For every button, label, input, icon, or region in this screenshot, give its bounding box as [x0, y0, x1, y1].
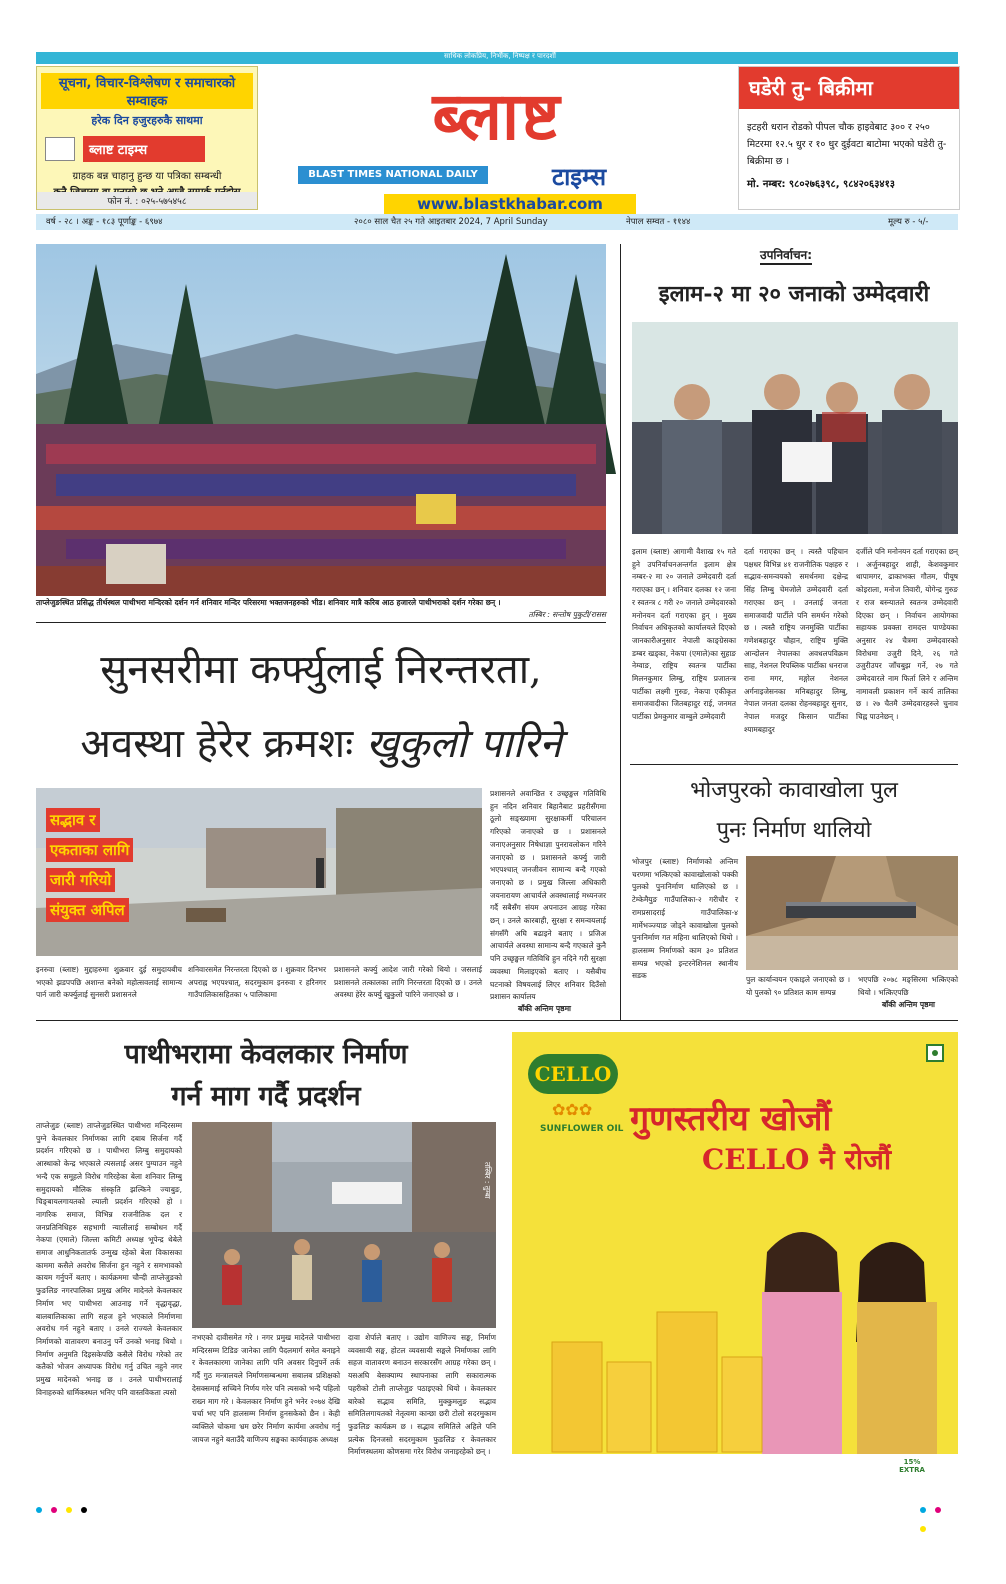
section-divider [36, 1020, 958, 1021]
ilam-col-2: दर्ता गराएका छन् । त्यस्तै पहिचान पक्षधर विभिन्न ४१ राजनीतिक पक्षहरु र सद्भाव-समन्वयको समर्थनमा दक्षेन्द्र सिंह लिम्बु चेमजोले उम्मेदवारी दर्ता गराएका छन् । उनलाई जनता समाजवादी पार्टीले पनि समर्थन गरेको छ । त्यस्तै राष्ट्रिय जनमुक्ति पार्टीका गणेशबहादुर चौहान, राष्ट्रिय मुक्ति आन्दोलन नेपालका अवधलपविक्रम साह, नेशनल रिपब्लिक पार्टीका धनराज राना मगर, मङ्गोल नेशनल अर्गनाइजेसनका मनिबहादुर लिम्बु, नेपाल जनता दलका रोहनबहादुर सुनार, नेपाल मजदुर किसान पार्टीका श्यामबहादुर [744, 547, 848, 734]
pathibhara-col-1: ताप्लेजुङ (ब्लाष्ट) ताप्लेजुङस्थित पाथीभरा मन्दिरसम्म पुग्ने केवलकार निर्माणका लागि दबाब सिर्जना गर्दै प्रदर्शन गरिएको छ । पाथीभरा लिम्बु समुदायको आस्थाको केन्द्र भएकाले त्यसलाई असर पुग्याउन नहुने भन्दै एक समूहले विरोध गरिरहेका बेला शनिवार लिम्बु समुदायको मौलिक संस्कृति झल्किने ज्याबुङ, चिङ्बायलगायतको ल्याली प्रदर्शन गरिएको हो । नागरिक समाज, विभिन्न राजनीतिक दल र जनप्रतिनिधिहरु सहभागी न्यालीलाई सम्बोधन गर्दै नेकपा (एमाले) जिल्ला कमिटी अध्यक्ष भूपेन्द्र थेबेले समाज आधुनिकतातर्फ उन्मुख रहेको बेला विकासका काममा कसैले अवरोध सिर्जना हुन नहुने र समभावको कायम गर्नुपर्ने बताए । कार्यक्रममा चौन्दी ताप्लेजुङको फुङलिङ नगरपालिका प्रमुख अमिर मादेनले केवलकार निर्माण भए पाथीभरा आउनाइ गर्ने वृद्धावृद्धा, बालबालिकाका लागि सहज हुने भएकाले निर्माणमा अवरोध गर्न नहुने बताए । उनले राज्यले केवलकार निर्माणको वातावरण बनाउनु पर्ने उनको भनाइ थियो । निर्माण अनुमति दिइसकेपछि कसैले विरोध गरेको तर कतैको भोजन अध्यापक विरोध गर्नु उचित नहुने नगर प्रमुख मादेनको भनाइ छ । उनले पाथीभरालाई विनाहरुको धार्मिकस्थल भनिए पनि वास्तविकता त्यसो [36, 1121, 182, 1397]
print-dot [935, 1507, 941, 1513]
divider [630, 764, 958, 765]
ilam-col-3: दर्जीले पनि मनोनयन दर्ता गराएका छन् । अर्जुनबहादुर शाही, केशवकुमार थापामगर, ढाकाभक्त गौतम, पीयूष कोइराला, मनोज तिवारी, योगेन्द्र गुरुङ र राज बस्न्यातले स्वतन्त्र उम्मेदवारी दिएका छन् । निर्वाचन आयोगका सहायक प्रवक्ता रामदत्त पाण्डेयका अनुसार २४ चैत्रमा उम्मेदवारको विरोधमा उजुरी दिने, २६ गते उजुरीउपर जाँचबुझ गर्ने, २७ गते उम्मेदवारले नाम फिर्ता लिने र अन्तिम नामावली प्रकाशन गर्ने कार्य तालिका छ । २७ चैतमै उम्मेदवारहरुले चुनाव चिह्न पाउनेछन् । [856, 547, 958, 722]
bhojpur-photo [746, 856, 958, 970]
print-dot [51, 1507, 57, 1513]
classified-mobile: मो. नम्बर: ९८०२७६३९८, ९८४२०६३४१३ [747, 179, 896, 190]
masthead-logo: ब्लाष्ट [432, 77, 562, 155]
curfew-photo [36, 788, 482, 956]
pathibhara-photo [192, 1122, 496, 1328]
cello-product: SUNFLOWER OIL [540, 1124, 624, 1134]
pathibhara-photo-credit: तस्बिर : तुम्बा [483, 1162, 492, 1199]
main-story-col-2: शनिवारसमेत निरन्तरता दिएको छ । शुक्रवार दिनभर अपराह्न भएपश्चात्, सदरमुकाम इनरुवा र हरिनगर गाउँपालिकासहितका ५ पालिकामा [188, 965, 326, 1000]
ilam-kicker: उपनिर्वाचन: [760, 246, 812, 265]
cello-slogan-2 [702, 1140, 891, 1178]
lead-photo-caption: ताप्लेजुङस्थित प्रसिद्ध तीर्थस्थल पाथीभरा मन्दिरको दर्शन गर्न शनिवार मन्दिर परिसरमा भक्तजनहरुको भीड। शनिवार मात्रै करिब आठ हजारले पाथीभराको दर्शन गरेका छन् । [36, 598, 501, 607]
veg-mark-icon [926, 1044, 944, 1062]
column-divider [620, 244, 621, 1020]
bhojpur-col-3: भएपछि २०७८ मङ्सिरमा भत्किएको थियो । भत्किएपछि [858, 975, 958, 997]
subscription-text-1: ग्राहक बन्न चाहानु हुन्छ या पत्रिका सम्बन्धी [72, 171, 222, 182]
subscription-logo: ब्लाष्ट टाइम्स [83, 136, 205, 162]
masthead-tagline: साधिक लोकप्रिय, निर्भीक, निष्पक्ष र पारदर्शी [444, 52, 556, 60]
masthead-times: टाइम्स [552, 163, 607, 191]
cello-slogan-tail: नै रोजौं [809, 1143, 892, 1176]
print-registration-bar [36, 1498, 958, 1504]
bhojpur-headline-2: पुनः निर्माण थालियो [716, 818, 872, 843]
cello-advertisement[interactable] [512, 1032, 958, 1482]
classified-body: इटहरी धरान रोडको पीपल चौक हाइवेबाट ३०० र २५० मिटरमा १२.५ धुर र १० धुर दुईवटा बाटोमा भएको घडेरी तु-बिक्रीमा छ । [747, 122, 947, 167]
overlay-line: जारी गरियो [46, 868, 115, 892]
issue-date: २०८० साल चैत २५ गते आइतबार 2024, 7 April Sunday [354, 217, 548, 227]
masthead [272, 62, 732, 192]
classified-ad [738, 66, 960, 210]
print-dot [920, 1507, 926, 1513]
classified-title: घडेरी तु- बिक्रीमा [739, 67, 959, 109]
print-dot [66, 1507, 72, 1513]
cello-logo: CELLO [528, 1054, 618, 1094]
ilam-col-1: इलाम (ब्लाष्ट) आगामी वैशाख १५ गते हुने उपनिर्वाचनअन्तर्गत इलाम क्षेत्र नम्बर-२ मा २० जनाले उम्मेदवारी दर्ता गराएका छन् । शनिवार दलका १२ जना र स्वतन्त्र ८ गरी २० जनाले उम्मेदवारको मनोनयन दर्ता गराएका हुन् । मुख्य निर्वाचन अधिकृतको कार्यालयले दिएको जानकारीअनुसार नेपाली काङ्ग्रेसका डम्बर खड्का, नेकपा (एमाले)का सुहाङ नेम्वाङ, राष्ट्रिय स्वतन्त्र पार्टीका मिलनकुमार लिम्बु, राष्ट्रिय प्रजातन्त्र पार्टीका लक्ष्मी गुरुङ, नेकपा एकीकृत समाजवादीका जितबहादुर राई, जनमत पार्टीका प्रेमकुमार वाम्बुले उम्मेदवारी [632, 547, 736, 722]
issue-volume: वर्ष - २८ । अङ्क - १८३ पूर्णाङ्क - ६९७४ [46, 217, 163, 227]
main-headline-line-1: सुनसरीमा कर्फ्युलाई निरन्तरता, [100, 647, 542, 693]
pathibhara-headline-1: पाथीभरामा केवलकार निर्माण [124, 1039, 408, 1070]
overlay-line: एकताका लागि [46, 838, 133, 862]
subscription-heading: सूचना, विचार-विश्लेषण र समाचारको सम्वाहक [41, 73, 253, 109]
divider [36, 622, 606, 623]
bhojpur-col-1: भोजपुर (ब्लाष्ट) निर्माणको अन्तिम चरणमा भत्किएको कावाखोलाको पक्की पुलको पुनःनिर्माण थालिएको छ । टेम्केमैयुङ गाउँपालिका-२ गरीचौर र रामप्रसादराई गाउँपालिका-४ मार्मेभञ्ज्याङ जोड्ने कावाखोला पुलको पुनःनिर्माण गत महिना थालिएको थियो । हालसम्म निर्माणको काम ३० प्रतिशत सम्पन्न भएको इन्टरनेशिनल स्थानीय सडक [632, 857, 738, 981]
cello-models-illustration [512, 1192, 958, 1482]
main-headline-part-a: अवस्था हेरेर क्रमशः [80, 721, 366, 767]
pathibhara-col-2: नभएको दावीसमेत गरे । नगर प्रमुख मादेनले पाथीभरा मन्दिरसम्म टिडिङ जानेका लागि पैदलमार्ग समेत बनाइने र केवलकारमा जानेका लागि पनि अवसर दिनुपर्ने तर्क गर्दै गुठ मन्त्रालयले निर्माणसम्बन्धमा सबालब प्रशिक्षको देसक्समाई सच्चिने निर्णय गरेर पनि त्यसको भन्दै पहिलो राख्न माग गरे । केवलकार निर्माण हुने भनेर २०७४ देखि चर्चा भए पनि हालसम्म निर्माण हुनसकेको छैन । केही व्यक्तिले चोकमा भ्रम छरेर निर्माण कार्यमा अवरोध गर्नु जायज नहुने बताउँदै वाणिज्य सङ्घका कार्यवाहक अध्यक्ष [192, 1333, 340, 1444]
cello-extra-badge: 15% EXTRA [899, 1458, 925, 1474]
main-headline-part-b: खुकुलो पारिने [365, 721, 562, 767]
subscription-box [36, 66, 258, 210]
main-story-continued: बाँकी अन्तिम पृष्ठमा [518, 1004, 571, 1013]
main-story-col-right: प्रशासनले अवान्छित र उच्छृङ्खल गतिविधि हुन नदिन शनिवार बिहानैबाट प्रहरीसँगमा ठूलो सङ्ख्यामा सुरक्षाकर्मी परिचालन गरिएको जनाएको छ । प्रशासनले जनाएअनुसार निषेधाज्ञा पुनरावलोकन गरिने जनाएको छ । प्रशासनले कर्फ्यु जारी भएपश्चात् जनजीवन सामान्य बन्दै गएको जनाएको छ । प्रमुख जिल्ला अधिकारी जयनारायण आचार्यले अवस्थालाई मध्यनजर गर्दै सबैसँग संयम अपनाउन आग्रह गरेका छन् । उनले कारबाही, सुरक्षा र समन्वयलाई संगसँगै अघि बढाइने बताए । प्रजिअ आचार्यले अवस्था सामान्य बन्दै गएकाले कुनै पनि उच्छृङ्खल गतिविधि हुन नदिने गरी सुरक्षा व्यवस्था मिलाइएको बताए । यसैबीच घटनाको विषयलाई लिएर शनिवार दिउँसो प्रशासन कार्यालय [490, 789, 606, 1002]
website-url[interactable]: www.blastkhabar.com [384, 194, 636, 214]
main-headline-line-2 [36, 714, 606, 769]
bhojpur-col-2: पुल कार्यान्वयन एकाइले जनाएको छ । यो पुलको ९० प्रतिशत काम सम्पन्न [746, 975, 850, 997]
curfew-photo-overlay [46, 808, 133, 922]
ilam-photo [632, 322, 958, 534]
subscription-subheading: हरेक दिन हजुरहरुकै साथमा [91, 114, 203, 127]
subscription-phone: फोन नं. : ०२५-५७५४५८ [37, 192, 257, 209]
overlay-line: संयुक्त अपिल [46, 898, 129, 922]
masthead-subtitle: BLAST TIMES NATIONAL DAILY [298, 166, 488, 184]
issue-info-bar [36, 214, 958, 230]
ilam-headline: इलाम-२ मा २० जनाको उम्मेदवारी [658, 281, 930, 307]
pathibhara-col-3: दावा शेर्पाले बताए । उद्योग वाणिज्य सङ्घ, निर्माण व्यवसायी सङ्घ, होटल व्यवसायी सङ्घले निर्माणका लागि सहज वातावरण बनाउन सरकारसँग आग्रह गरेका छन् । यसअघि बेसक्याम्प स्थापनाका लागि सकारात्मक पहरीको टोली ताप्लेजुङ पठाइएको थियो । केवलकार बारेको सद्भाव समिति, मुक्कुमलुङ सद्भाव समितिलगायतको नेतृत्वमा कान्छा छरी टोलो सदरमुकाम फुङलिङ कार्यक्रम छ । सद्भाव समितिले अहिले पनि प्रत्येक दिनजसो सदरमुकाम फुङलिङ र केवलकार निर्माणस्थलमा कोणसमा गरेर विरोध जनाइरहेको छन् । [348, 1333, 496, 1457]
bhojpur-continued: बाँकी अन्तिम पृष्ठमा [882, 1000, 935, 1009]
nepal-samvat: नेपाल सम्वत - ११४४ [626, 217, 691, 227]
main-story-col-1: इनरुवा (ब्लाष्ट) मुद्दाहरुमा शुक्रवार दुई समुदायबीच भएको झडपपछि अशान्त बनेको महोत्सवलाई सामान्य पार्न जारी कर्फ्युलाई सुनसरी प्रशासनले [36, 965, 182, 1000]
bhojpur-headline-1: भोजपुरको कावाखोला पुल [690, 778, 898, 803]
overlay-line: सद्भाव र [46, 808, 100, 832]
print-dot [36, 1507, 42, 1513]
print-registration-bar-right [920, 1498, 960, 1504]
main-story-col-3: प्रशासनले कर्फ्यु आदेश जारी गरेको थियो । जसलाई प्रशासनले तत्कालका लागि निरन्तरता दिएको छ । उनले अवस्था हेरेर कर्फ्यु खुकुलो पारिने जनाएको छ । [334, 965, 482, 1000]
lead-photo-credit: तस्बिर : सन्तोष पुकुटी/रासस [528, 610, 606, 619]
newspaper-icon [45, 137, 75, 161]
cello-slogan-brand: CELLO [702, 1143, 810, 1176]
lead-photo [36, 244, 606, 596]
pathibhara-headline-2: गर्न माग गर्दै प्रदर्शन [171, 1081, 361, 1112]
print-dot [81, 1507, 87, 1513]
issue-price: मूल्य रु - ५/- [888, 217, 929, 227]
sunflower-icon: ✿✿✿ [552, 1100, 593, 1119]
print-dot [920, 1526, 926, 1532]
cello-slogan-1: गुणस्तरीय खोजौं [630, 1099, 832, 1139]
